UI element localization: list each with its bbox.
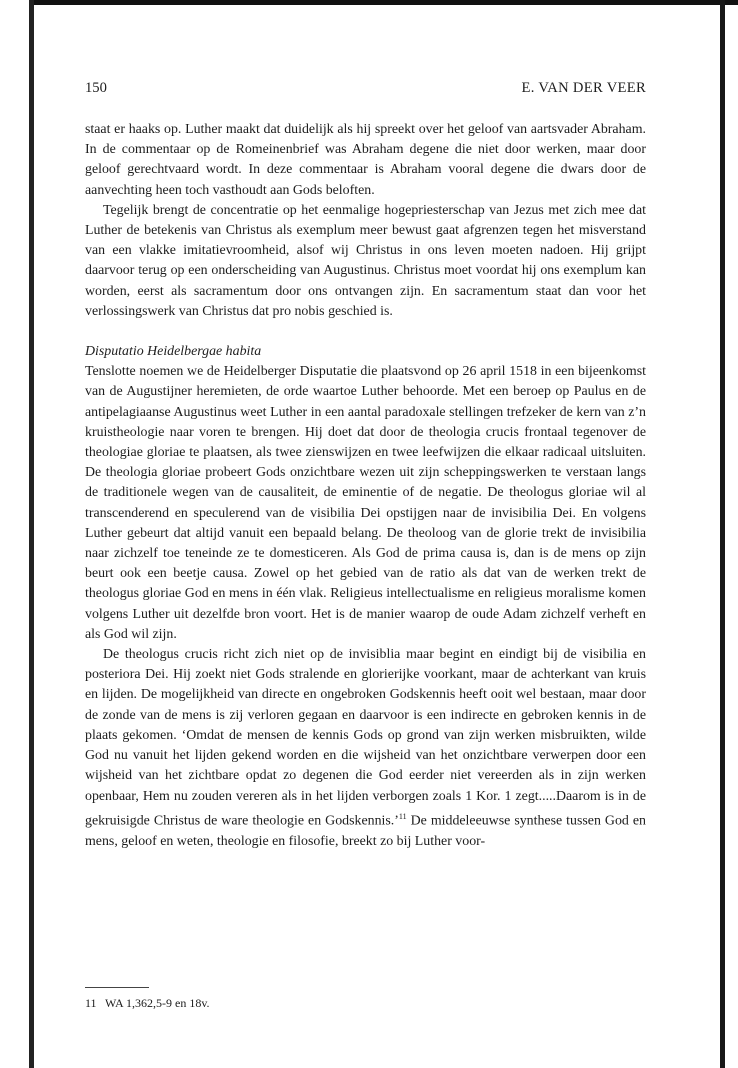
running-header xyxy=(85,80,646,100)
footnote-reference[interactable]: 11 xyxy=(398,811,407,821)
scan-edge-right xyxy=(720,0,725,1068)
paragraph-4-continuation: De middeleeuwse synthese tussen God en mens, geloof en weten, theologie en filosofie, breekt zo bij Luther voor- xyxy=(85,813,646,849)
scan-edge-left xyxy=(29,0,34,1068)
paragraph-4-text: De theologus crucis richt zich niet op de invisiblia maar begint en eindigt bij de visibilia en posteriora Dei. Hij zoekt niet Gods stralende en glorierijke voorkant, maar de achterkant van kruis en lijden. De mogelijkheid van directe en ongebroken Godskennis heeft ooit wel bestaan, maar door de zonde van de mens is zij verloren gegaan en daarvoor is een indirecte en gebroken kennis in de plaats gekomen. ‘Omdat de mensen de kennis Gods op grond van zijn werken misbruikten, wilde God nu vanuit het lijden gekend worden en die wijsheid van het onzichtbare verwerpen door een wijsheid van het zichtbare opdat zo degenen die God eerder niet vereerden als in zijn werken openbaar, Hem nu zouden vereren als in het lijden verborgen zoals 1 Kor. 1 zegt.....Daarom is in de gekruisigde Christus de ware theologie en Godskennis.’ xyxy=(85,647,646,829)
paragraph-3: Tenslotte noemen we de Heidelberger Disputatie die plaatsvond op 26 april 1518 in een bijeenkomst van de Augustijner heremieten, de orde waartoe Luther behoorde. Met een beroep op Paulus en de antipelagiaanse Augustinus weet Luther in een aantal paradoxale stellingen trefzeker de kern van z’n kruistheologie naar voren te brengen. Hij doet dat door de theologia crucis frontaal tegenover de theologiae gloriae te plaatsen, als twee zienswijzen en twee leefwijzen die elkaar radicaal uitsluiten. De theologia gloriae probeert Gods onzichtbare wezen uit zijn scheppingswerken te verstaan langs de traditionele wegen van de causaliteit, de eminentie of de negatie. De theologus gloriae wil al transcenderend en speculerend van de visibilia Dei opstijgen naar de invisibilia Dei. En volgens Luther gebeurt dat altijd vanuit een bepaald belang. De theoloog van de glorie trekt de invisibilia naar zichzelf toe teneinde ze te domesticeren. Als God de prima causa is, dan is de mens op zijn beurt ook een beetje causa. Zowel op het gebied van de ratio als dat van de werken trekt de theologus gloriae God en mens in één vlak. Religieus intellectualisme en religieus moralisme komen volgens Luther uit dezelfde bron voort. Het is de manier waarop de oude Adam zichzelf verheft en als God wil zijn. xyxy=(85,364,646,642)
running-head-author: E. VAN DER VEER xyxy=(521,80,646,96)
body-text xyxy=(85,120,646,852)
footnote-text: WA 1,362,5-9 en 18v. xyxy=(105,996,210,1010)
section-heading: Disputatio Heidelbergae habita xyxy=(85,344,262,360)
paragraph-4 xyxy=(85,645,646,852)
footnote-rule xyxy=(85,987,149,988)
paragraph-2: Tegelijk brengt de concentratie op het eenmalige hogepriesterschap van Jezus met zich mee dat Luther de betekenis van Christus als exemplum meer bewust gaat afgrenzen tegen het misverstand van een vlakke imitatievroomheid, alsof wij Christus in ons leven moeten nadoen. Hij grijpt daarvoor terug op een onderscheiding van Augustinus. Christus moet voordat hij ons exemplum kan worden, eerst als sacramentum door ons ontvangen zijn. En sacramentum staat dan voor het verlossingswerk van Christus dat pro nobis geschied is. xyxy=(85,202,646,319)
section-spacer xyxy=(85,322,646,342)
page-number: 150 xyxy=(85,80,107,96)
scan-edge-top xyxy=(34,0,738,5)
footnote-number: 11 xyxy=(85,996,97,1010)
paragraph-1: staat er haaks op. Luther maakt dat duidelijk als hij spreekt over het geloof van aartsvader Abraham. In de commentaar op de Romeinenbrief was Abraham degene die niet door werken, maar door geloof gerechtvaard wordt. In deze commentaar is Abraham vooral degene die dwars door de aanvechting heen toch vasthoudt aan Gods beloften. xyxy=(85,122,646,198)
footnote xyxy=(85,996,210,1011)
